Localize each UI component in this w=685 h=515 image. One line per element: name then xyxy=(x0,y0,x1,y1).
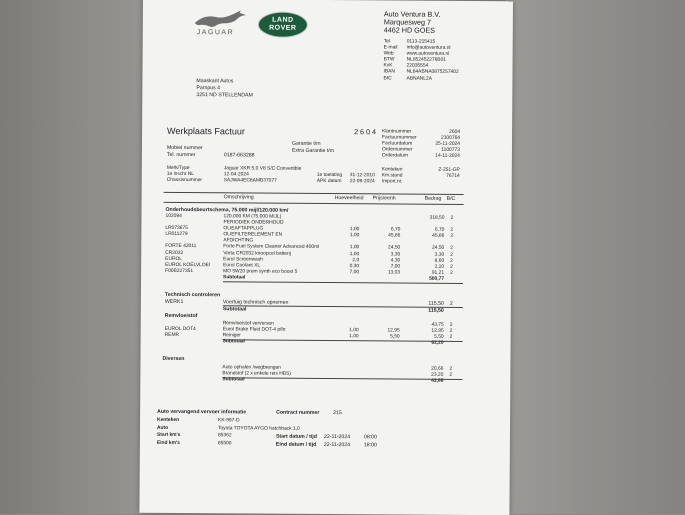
service-unit-price: 6,70 xyxy=(390,227,401,233)
vehicle-values xyxy=(224,166,302,185)
service-quantity: 2,0 xyxy=(352,257,360,263)
service-description: MO 5W20 prem synth eco boost 5 xyxy=(223,269,298,275)
replacement-value: 85362 xyxy=(217,433,232,439)
brake-quantity: 1,00 xyxy=(349,334,359,340)
vehicle-mid-label: APK datum xyxy=(316,179,342,185)
vehicle-right-value xyxy=(424,180,460,186)
contact-value: NL84ABNA0875257402 xyxy=(406,70,459,76)
service-unit-price: 24,50 xyxy=(387,245,401,251)
misc-vat-codes xyxy=(449,367,452,385)
section-misc-title: Diversen xyxy=(162,355,185,363)
tech-subtotal: 115,50 xyxy=(428,307,444,314)
service-unit-price: 13,03 xyxy=(387,270,401,276)
invoice-paper xyxy=(139,0,513,515)
contact-label: IBAN xyxy=(383,69,395,75)
contact-value: 0113-215415 xyxy=(406,39,436,45)
service-vat: 2 xyxy=(450,264,453,270)
misc-amount: 23,20 xyxy=(431,372,444,378)
header-amount: Bedrag xyxy=(424,195,442,202)
dealer-contact-labels xyxy=(383,39,397,82)
land-rover-logo xyxy=(258,12,308,38)
vehicle-mid-label: 1e toelating xyxy=(316,172,343,179)
service-vat: 2 xyxy=(450,270,453,276)
misc-vat xyxy=(449,379,452,385)
tech-vat: 2 xyxy=(449,300,453,307)
phone-value: 0187-663288 xyxy=(223,152,255,159)
brake-code xyxy=(165,339,196,345)
meta-value: 1100773 xyxy=(441,148,460,154)
brake-unit-price: 5,50 xyxy=(390,334,400,340)
service-code: EUROL KOELVLOEI xyxy=(165,262,211,268)
replacement-label: Eind km's xyxy=(156,440,180,446)
service-unit-price: 4,30 xyxy=(390,258,401,264)
brake-code: EUROL DOT4 xyxy=(164,326,196,333)
warranty-label: Garantie t/m xyxy=(291,140,321,147)
extra-warranty-label: Extra Garantie t/m xyxy=(291,147,335,155)
vehicle-right-label: Km.stand xyxy=(381,173,403,179)
brake-description: Reiniger xyxy=(222,333,241,339)
meta-label: Orderdatum xyxy=(381,153,409,159)
replacement-value: Toyota TOYOTA AYGO hatchback 1,0 xyxy=(217,425,300,432)
contact-value: info@autoventura.nl xyxy=(406,45,451,51)
meta-label: Klantnummer xyxy=(382,129,412,135)
service-vat: 2 xyxy=(450,228,454,234)
meta-value: 2604 xyxy=(449,129,461,135)
vehicle-right-labels xyxy=(382,167,403,185)
meta-label: Factuurnummer xyxy=(382,135,417,141)
service-description: AFDICHTING xyxy=(223,238,254,244)
meta-value: 25-11-2024 xyxy=(435,141,461,148)
contact-label: BTW xyxy=(383,57,395,63)
service-code: EUROL xyxy=(165,256,183,262)
tech-code: WERK1 xyxy=(164,298,184,305)
service-amount: 318,50 xyxy=(429,215,445,221)
service-amount: 3,30 xyxy=(434,252,445,258)
brake-vat: 2 xyxy=(449,328,453,334)
brake-unit-price: 12,95 xyxy=(387,328,400,334)
replacement-value: 85500 xyxy=(217,440,232,446)
service-code: LR011279 xyxy=(165,232,188,238)
meta-value: 14-11-2024 xyxy=(435,154,460,160)
header-quantity: Hoeveelheid xyxy=(334,195,364,202)
mobile-label: Mobiel nummer xyxy=(166,144,203,152)
brake-subtotal: 62,20 xyxy=(431,341,444,347)
vehicle-label: 1e inschr.NL xyxy=(166,171,194,178)
header-unit-price: Prijs/eenh xyxy=(372,195,396,202)
brake-unit-price xyxy=(375,341,400,347)
replacement-end-date: 22-11-2024 xyxy=(323,441,351,449)
brake-quantity: 1,00 xyxy=(349,328,359,334)
brake-description: Eurol Brake Fluid DOT-4 p/ltr xyxy=(222,327,286,333)
vehicle-label: Chassisnummer xyxy=(166,178,203,184)
contact-label: KvK xyxy=(383,63,393,69)
vehicle-mid-value: 31-12-2010 xyxy=(349,173,375,179)
brake-code: REMR xyxy=(164,333,180,339)
vehicle-value: Jaguar XKR 5.0 V8 S/C Convertible xyxy=(223,166,302,172)
invoice-title: Werkplaats Factuur xyxy=(167,125,245,137)
contact-value: www.autoventura.nl xyxy=(406,51,450,58)
service-quantity: 1,00 xyxy=(349,227,360,233)
desk-surface-left xyxy=(0,0,150,514)
meta-label: Ordernummer xyxy=(381,147,413,153)
service-description: OLIEAFTAPPLUG xyxy=(223,226,264,232)
replacement-title: Auto vervangend vervoer informatie xyxy=(157,408,247,416)
contact-label: Tel xyxy=(383,39,390,45)
tech-amount: 115,50 xyxy=(428,300,444,307)
brake-vat-codes xyxy=(450,323,453,347)
vehicle-mid-value: 22-09-2024 xyxy=(349,179,375,185)
misc-vat: 2 xyxy=(449,372,453,378)
service-code xyxy=(165,275,210,281)
vehicle-right-value: Z-251-GP xyxy=(438,167,460,173)
jaguar-logo xyxy=(191,9,251,39)
service-amount: 45,86 xyxy=(432,234,445,240)
contact-value: NL852452276B01 xyxy=(406,57,447,64)
invoice-meta-values xyxy=(424,130,460,161)
vehicle-right-value: 76714 xyxy=(446,173,460,180)
brake-subtotal-label: Subtotaal xyxy=(222,339,245,345)
brake-quantity xyxy=(337,340,359,346)
vehicle-value: 12-04-2024 xyxy=(223,172,249,178)
header-vat: B/C xyxy=(446,195,456,202)
service-quantity: 7,00 xyxy=(349,270,360,276)
brake-amount: 5,50 xyxy=(434,334,444,341)
misc-descriptions xyxy=(222,365,291,384)
brake-vat: 2 xyxy=(449,322,453,328)
header-description: Omschrijving xyxy=(223,194,254,201)
jaguar-leaper-icon xyxy=(191,9,251,31)
misc-description: Auto ophalen /wegbrengen xyxy=(222,365,281,371)
replacement-start-label: Start datum / tijd xyxy=(275,433,317,440)
table-header-bottom-rule xyxy=(164,202,464,205)
vehicle-mid-labels xyxy=(317,173,342,185)
service-quantity: 1,00 xyxy=(349,251,360,257)
section-tech-title: Technisch controleren xyxy=(164,291,221,299)
service-subtotal-label: Subtotaal xyxy=(223,275,246,281)
misc-amount: 20,66 xyxy=(431,366,444,372)
contact-label: BIC xyxy=(383,75,392,82)
misc-subtotal: 43,86 xyxy=(431,378,444,385)
contact-label: E-mail xyxy=(383,45,398,51)
land-rover-line2: ROVER xyxy=(269,24,297,32)
vehicle-right-label: Import.nr. xyxy=(381,179,403,185)
contact-value: 22035554 xyxy=(406,63,429,70)
service-description: Eurol Coolant XL xyxy=(223,263,261,269)
service-codes xyxy=(165,214,211,281)
service-description: Varta CR2032 knoopcel batterij xyxy=(223,250,291,257)
replacement-label: Start km's xyxy=(156,432,181,438)
replacement-contract-value: 215 xyxy=(333,410,342,417)
customer-line1: Maaskant Autos xyxy=(196,78,234,85)
table-header-top-rule xyxy=(164,192,464,195)
brake-description: Remvloeistof verversen xyxy=(222,321,274,327)
vehicle-label: Merk/Type xyxy=(166,165,190,172)
service-unit-price: 45,86 xyxy=(388,233,401,239)
service-unit-price: 3,30 xyxy=(390,252,401,258)
service-amount: 91,21 xyxy=(431,270,445,276)
service-vat: 2 xyxy=(450,234,454,240)
service-description: Forte Fuel System Cleaner Advanced 400ml xyxy=(223,244,320,251)
brake-amount: 12,95 xyxy=(431,328,444,334)
service-quantities xyxy=(337,215,359,282)
brake-descriptions xyxy=(223,321,286,346)
misc-subtotal-label: Subtotaal xyxy=(222,377,245,383)
misc-amounts xyxy=(418,367,443,385)
misc-description: Brandstof (2 x enkele reis HBS) xyxy=(222,371,291,377)
replacement-start-date: 22-11-2024 xyxy=(323,433,351,441)
dealer-contact-values xyxy=(406,40,459,83)
meta-label: Factuurdatum xyxy=(381,141,413,147)
section-brake-title: Remvloeistof xyxy=(164,312,198,320)
vehicle-value: SAJWA4EC8AMB37077 xyxy=(223,178,277,184)
service-quantity: 0,30 xyxy=(349,263,360,269)
tech-subtotal-label: Subtotaal xyxy=(222,306,247,313)
service-descriptions xyxy=(223,214,319,282)
service-code: 102094 xyxy=(165,213,182,219)
service-unit-price: 7,00 xyxy=(390,264,401,270)
service-code: FORTE 42011 xyxy=(165,244,197,250)
replacement-end-time: 18:00 xyxy=(363,442,377,449)
vehicle-labels xyxy=(167,166,202,185)
service-description: PERIODIEK ONDERHOUD xyxy=(223,220,284,226)
service-amount: 24,50 xyxy=(431,246,445,252)
service-subtotal: 500,77 xyxy=(429,276,445,282)
dealer-city: 4462 HD GOES xyxy=(383,25,435,35)
replacement-end-label: Eind datum / tijd xyxy=(275,441,317,448)
customer-line2: Parnpus 4 xyxy=(196,85,221,92)
vehicle-mid-values xyxy=(350,173,375,185)
brake-amounts xyxy=(419,323,444,348)
brake-unit-prices xyxy=(375,322,400,347)
service-vat: 2 xyxy=(450,252,453,258)
contact-value: ABNANL2A xyxy=(406,76,433,82)
replacement-labels xyxy=(157,418,181,448)
brake-amount: 43,75 xyxy=(431,322,444,328)
invoice-meta-labels xyxy=(382,129,417,160)
contact-label: Web xyxy=(383,51,394,57)
replacement-label: Kenteken xyxy=(157,417,180,423)
service-code: CR2032 xyxy=(165,250,184,256)
brake-vat: 2 xyxy=(449,335,453,341)
service-vat-codes xyxy=(450,216,453,283)
service-description: Eurol Screenwash xyxy=(223,256,263,263)
service-vat: 2 xyxy=(450,215,454,221)
invoice-number: 2604 xyxy=(354,127,379,137)
misc-vat: 2 xyxy=(449,366,453,372)
section-service-title: Onderhoudsbeurtschema, 75.000 mijl/120.000 km/ xyxy=(165,206,289,214)
vehicle-right-values xyxy=(424,168,460,187)
dealer-street: Marquesweg 7 xyxy=(383,17,432,27)
service-quantity: 1,00 xyxy=(349,233,360,239)
brake-vat xyxy=(450,341,453,347)
dealer-name: Auto Ventura B.V. xyxy=(383,9,441,19)
service-unit-prices xyxy=(375,215,400,282)
phone-label: Tel. nummer xyxy=(166,151,196,159)
service-amount: 8,60 xyxy=(434,258,445,264)
vehicle-right-label: Kenteken xyxy=(381,167,403,173)
service-description: OLIEFILTERELEMENT EN xyxy=(223,232,283,238)
service-quantity: 1,00 xyxy=(349,245,360,251)
replacement-label: Auto xyxy=(156,425,169,431)
brake-codes xyxy=(165,321,196,346)
service-code: F00B227351 xyxy=(165,268,194,274)
land-rover-line1: LAND xyxy=(272,16,294,24)
service-vat: 2 xyxy=(450,246,454,252)
replacement-contract-label: Contract nummer xyxy=(276,409,320,416)
service-amount: 2,10 xyxy=(434,264,445,270)
service-code: LR073675 xyxy=(165,226,188,232)
desk-surface-right xyxy=(505,0,685,514)
customer-line3: 3251 ND STELLENDAM xyxy=(196,92,253,99)
service-vat: 2 xyxy=(450,258,453,264)
replacement-value: KK-997-D xyxy=(218,418,240,424)
tech-description: Voertuig technisch opnemen xyxy=(222,299,289,306)
service-amounts xyxy=(419,216,444,283)
service-amount: 6,70 xyxy=(434,227,445,234)
brake-quantities xyxy=(337,322,359,347)
meta-value: 2100764 xyxy=(440,135,461,142)
service-description: 120.000 KM (75.000 MIJL) xyxy=(223,214,282,220)
jaguar-wordmark: JAGUAR xyxy=(196,29,235,37)
replacement-start-time: 08:00 xyxy=(363,434,377,441)
